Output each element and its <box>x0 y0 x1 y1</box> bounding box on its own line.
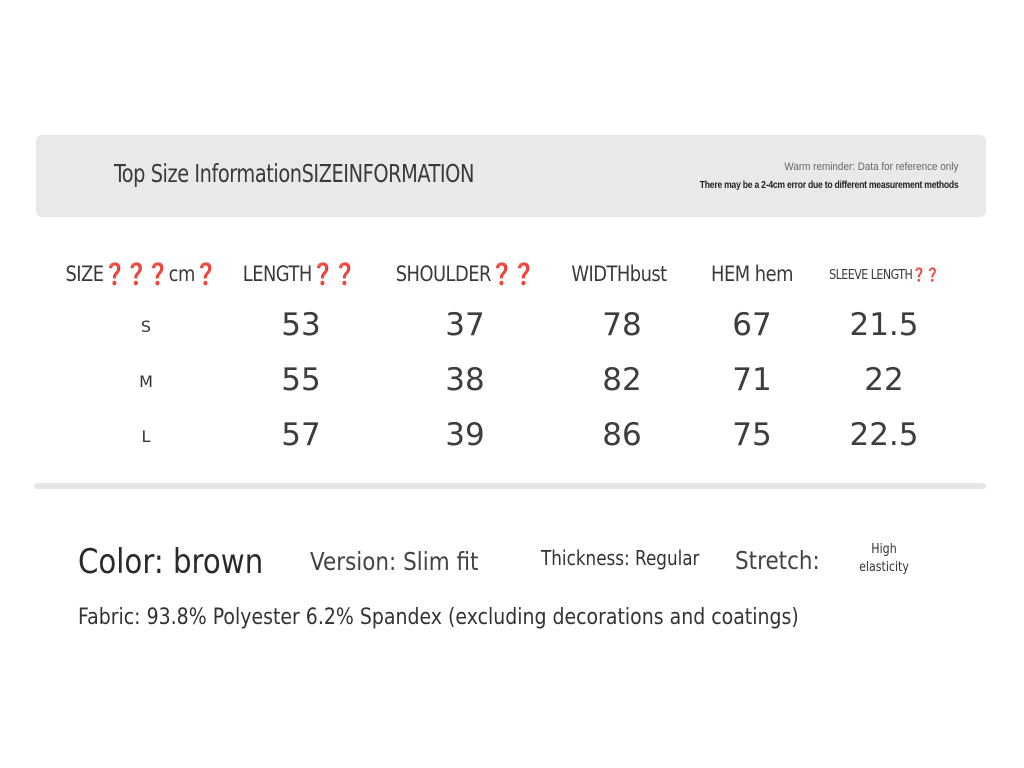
column-header-width-bust: WIDTHbust <box>571 262 667 286</box>
column-header-length: LENGTH❓❓ <box>242 262 356 286</box>
table-cell-width-bust: 86 <box>602 417 642 453</box>
table-cell-shoulder: 37 <box>445 307 485 343</box>
fabric-info: Fabric: 93.8% Polyester 6.2% Spandex (excluding decorations and coatings) <box>78 605 799 630</box>
color-info: Color: brown <box>78 542 264 582</box>
table-cell-width-bust: 82 <box>602 362 642 398</box>
section-divider <box>34 483 986 489</box>
table-cell-length: 57 <box>281 417 321 453</box>
table-cell-hem: 67 <box>732 307 772 343</box>
table-cell-size: M <box>139 372 153 391</box>
version-info: Version: Slim fit <box>310 547 479 576</box>
column-header-hem: HEM hem <box>711 262 793 286</box>
table-cell-hem: 71 <box>732 362 772 398</box>
stretch-value <box>855 541 914 577</box>
stretch-value-line-2: elasticity <box>859 560 909 575</box>
header-title: Top Size InformationSIZEINFORMATION <box>114 159 474 188</box>
table-cell-length: 53 <box>281 307 321 343</box>
table-cell-shoulder: 38 <box>445 362 485 398</box>
column-header-sleeve-length: SLEEVE LENGTH❓❓ <box>829 268 939 283</box>
table-cell-sleeve-length: 22 <box>864 362 904 398</box>
table-cell-hem: 75 <box>732 417 772 453</box>
table-cell-size: L <box>141 427 151 446</box>
table-cell-size: S <box>140 317 152 336</box>
table-cell-sleeve-length: 22.5 <box>849 417 919 453</box>
table-cell-shoulder: 39 <box>445 417 485 453</box>
table-cell-length: 55 <box>281 362 321 398</box>
stretch-value-line-1: High <box>871 542 897 557</box>
table-cell-sleeve-length: 21.5 <box>849 307 919 343</box>
thickness-info: Thickness: Regular <box>541 546 700 570</box>
table-cell-width-bust: 78 <box>602 307 642 343</box>
column-header-size: SIZE❓❓❓cm❓ <box>65 262 217 286</box>
column-header-shoulder: SHOULDER❓❓ <box>395 262 535 286</box>
stretch-info: Stretch: <box>735 546 820 575</box>
reminder-line-2: There may be a 2-4cm error due to different measurement methods <box>699 179 958 191</box>
measurement-reminder <box>643 161 958 191</box>
size-info-header <box>36 135 986 217</box>
reminder-line-1: Warm reminder: Data for reference only <box>783 161 958 173</box>
